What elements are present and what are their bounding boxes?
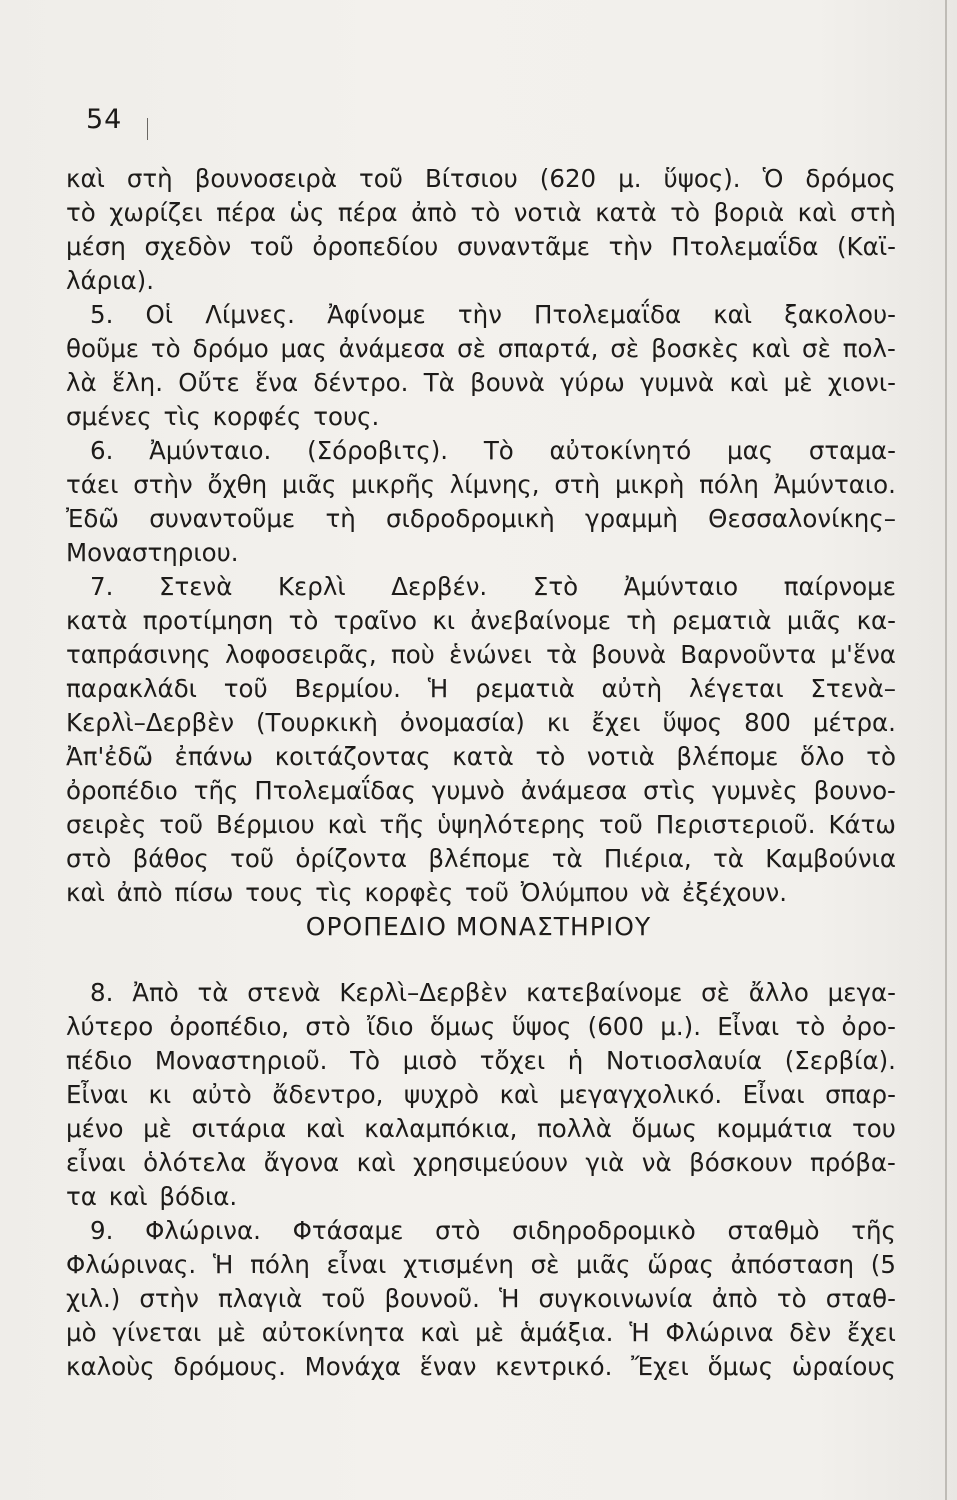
text-line: Εἶναι κι αὐτὸ ἄδεντρο, ψυχρὸ καὶ μεγαγχολικό. Εἶναι σπαρ- (66, 1080, 896, 1109)
text-line: λὰ ἕλη. Οὔτε ἕνα δέντρο. Τὰ βουνὰ γύρω γυμνὰ καὶ μὲ χιονι- (66, 368, 896, 397)
text-line: στὸ βάθος τοῦ ὁρίζοντα βλέπομε τὰ Πιέρια, τὰ Καμβούνια (66, 844, 896, 873)
text-block-top (66, 162, 896, 910)
text-line: καλοὺς δρόμους. Μονάχα ἕναν κεντρικό. Ἔχει ὅμως ὡραίους (66, 1352, 896, 1381)
text-line: εἶναι ὁλότελα ἄγονα καὶ χρησιμεύουν γιὰ νὰ βόσκουν πρόβα- (66, 1148, 896, 1177)
text-line: Μοναστηριου. (66, 538, 239, 567)
text-line: 8. Ἀπὸ τὰ στενὰ Κερλὶ–Δερβὲν κατεβαίνομε σὲ ἄλλο μεγα- (90, 978, 896, 1007)
page-gutter (945, 0, 947, 1500)
text-line: λύτερο ὀροπέδιο, στὸ ἴδιο ὅμως ὕψος (600 μ.). Εἶναι τὸ ὀρο- (66, 1012, 896, 1041)
text-line: πέδιο Μοναστηριοῦ. Τὸ μισὸ τὄχει ἡ Νοτιοσλαυία (Σερβία). (66, 1046, 896, 1075)
text-line: θοῦμε τὸ δρόμο μας ἀνάμεσα σὲ σπαρτά, σὲ βοσκὲς καὶ σὲ πολ- (66, 334, 896, 363)
text-line: Φλώρινας. Ἡ πόλη εἶναι χτισμένη σὲ μιᾶς ὥρας ἀπόσταση (5 (66, 1250, 896, 1279)
text-line: Ἀπ'ἐδῶ ἐπάνω κοιτάζοντας κατὰ τὸ νοτιὰ βλέπομε ὅλο τὸ (66, 742, 896, 771)
text-line: σμένες τὶς κορφές τους. (66, 402, 380, 431)
text-line: τα καὶ βόδια. (66, 1182, 238, 1211)
text-line: ὀροπέδιο τῆς Πτολεμαΐδας γυμνὸ ἀνάμεσα στὶς γυμνὲς βουνο- (66, 776, 896, 805)
text-block-bottom (66, 976, 896, 1384)
text-line: τάει στὴν ὄχθη μιᾶς μικρῆς λίμνης, στὴ μικρὴ πόλη Ἀμύνταιο. (66, 470, 896, 499)
text-line: καὶ στὴ βουνοσειρὰ τοῦ Βίτσιου (620 μ. ὕψος). Ὁ δρόμος (66, 164, 896, 193)
text-line: 9. Φλώρινα. Φτάσαμε στὸ σιδηροδρομικὸ σταθμὸ τῆς (90, 1216, 896, 1245)
text-line: Κερλὶ–Δερβὲν (Τουρκικὴ ὀνομασία) κι ἔχει ὕψος 800 μέτρα. (66, 708, 896, 737)
page-number: 54 (86, 104, 123, 135)
text-line: παρακλάδι τοῦ Βερμίου. Ἡ ρεματιὰ αὐτὴ λέγεται Στενὰ– (66, 674, 896, 703)
text-line: κατὰ προτίμηση τὸ τραῖνο κι ἀνεβαίνομε τὴ ρεματιὰ μιᾶς κα- (66, 606, 896, 635)
text-line: 5. Οἱ Λίμνες. Ἀφίνομε τὴν Πτολεμαΐδα καὶ ξακολου- (90, 300, 896, 329)
section-heading: ΟΡΟΠΕΔΙΟ ΜΟΝΑΣΤΗΡΙΟΥ (305, 912, 652, 941)
text-line: λάρια). (66, 266, 154, 295)
page-number-mark (147, 118, 148, 140)
text-line: 6. Ἀμύνταιο. (Σόροβιτς). Τὸ αὐτοκίνητό μας σταμα- (90, 436, 896, 465)
text-line: ταπράσινης λοφοσειρᾶς, ποὺ ἑνώνει τὰ βουνὰ Βαρνοῦντα μ'ἕνα (66, 640, 896, 669)
text-line: τὸ χωρίζει πέρα ὡς πέρα ἀπὸ τὸ νοτιὰ κατὰ τὸ βοριὰ καὶ στὴ (66, 198, 896, 227)
text-line: μέση σχεδὸν τοῦ ὀροπεδίου συναντᾶμε τὴν Πτολεμαΐδα (Καϊ- (66, 232, 896, 261)
text-line: σειρὲς τοῦ Βέρμιου καὶ τῆς ὑψηλότερης τοῦ Περιστεριοῦ. Κάτω (66, 810, 896, 839)
text-line: χιλ.) στὴν πλαγιὰ τοῦ βουνοῦ. Ἡ συγκοινωνία ἀπὸ τὸ σταθ- (66, 1284, 896, 1313)
text-line: μὸ γίνεται μὲ αὐτοκίνητα καὶ μὲ ἁμάξια. Ἡ Φλώρινα δὲν ἔχει (66, 1318, 896, 1347)
text-line: μένο μὲ σιτάρια καὶ καλαμπόκια, πολλὰ ὅμως κομμάτια του (66, 1114, 896, 1143)
text-line: 7. Στενὰ Κερλὶ Δερβέν. Στὸ Ἀμύνταιο παίρνομε (90, 572, 896, 601)
text-line: Ἐδῶ συναντοῦμε τὴ σιδροδρομικὴ γραμμὴ Θεσσαλονίκης– (66, 504, 896, 533)
text-line: καὶ ἀπὸ πίσω τους τὶς κορφὲς τοῦ Ὀλύμπου νὰ ἐξέχουν. (66, 878, 787, 907)
